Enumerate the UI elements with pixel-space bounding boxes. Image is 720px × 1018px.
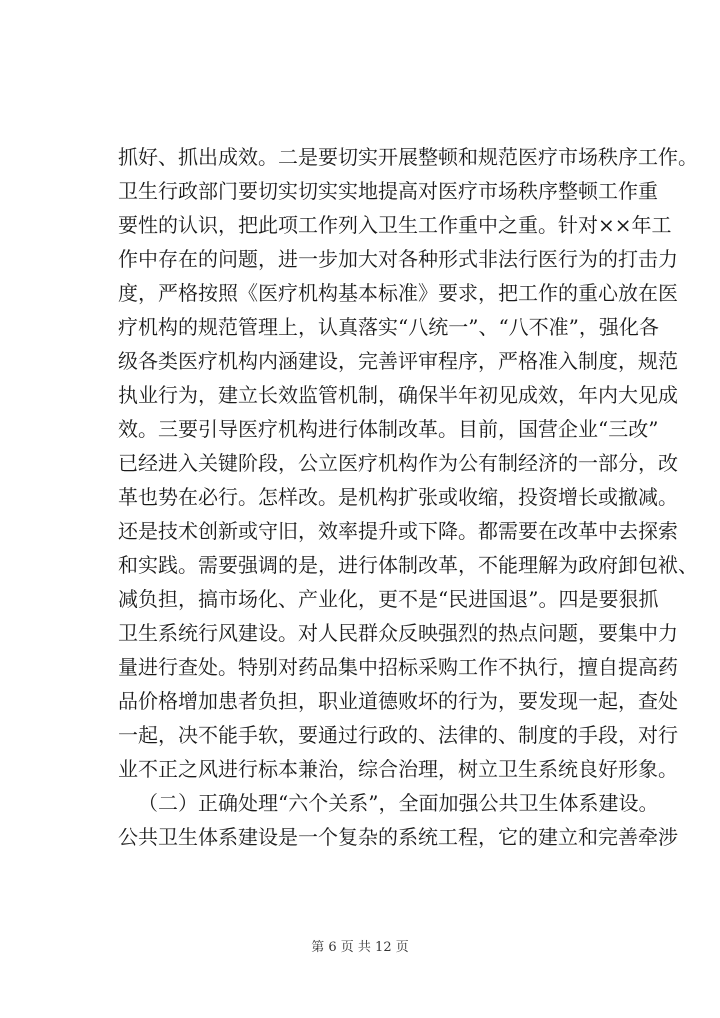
text-line: 度，严格按照《医疗机构基本标准》要求，把工作的重心放在医	[118, 281, 678, 305]
page-number-footer: 第 6 页 共 12 页	[311, 940, 409, 955]
text-line: 作中存在的问题，进一步加大对各种形式非法行医行为的打击力	[118, 247, 678, 271]
text-line: 抓好、抓出成效。二是要切实开展整顿和规范医疗市场秩序工作。	[118, 145, 698, 169]
text-line: 要性的认识，把此项工作列入卫生工作重中之重。针对××年工	[118, 213, 672, 237]
text-line: 效。三要引导医疗机构进行体制改革。目前，国营企业“三改”	[118, 417, 659, 441]
paragraph-end-line: 业不正之风进行标本兼治，综合治理，树立卫生系统良好形象。	[118, 757, 678, 781]
text-line: 公共卫生体系建设是一个复杂的系统工程，它的建立和完善牵涉	[118, 825, 678, 849]
text-line: 卫生系统行风建设。对人民群众反映强烈的热点问题，要集中力	[118, 621, 678, 645]
text-line: 疗机构的规范管理上，认真落实“八统一”、“八不准”，强化各	[118, 315, 659, 339]
text-line: 级各类医疗机构内涵建设，完善评审程序，严格准入制度，规范	[118, 349, 678, 373]
text-line: 品价格增加患者负担，职业道德败坏的行为，要发现一起，查处	[118, 689, 678, 713]
text-line: 革也势在必行。怎样改。是机构扩张或收缩，投资增长或撤减。	[118, 485, 678, 509]
text-line: 减负担，搞市场化、产业化，更不是“民进国退”。四是要狠抓	[118, 587, 659, 611]
section-heading-line: （二）正确处理“六个关系”，全面加强公共卫生体系建设。	[138, 791, 659, 815]
text-line: 卫生行政部门要切实切实实地提高对医疗市场秩序整顿工作重	[118, 179, 658, 203]
text-line: 已经进入关键阶段，公立医疗机构作为公有制经济的一部分，改	[118, 451, 678, 475]
body-text	[118, 140, 698, 854]
text-line: 还是技术创新或守旧，效率提升或下降。都需要在改革中去探索	[118, 519, 678, 543]
text-line: 量进行查处。特别对药品集中招标采购工作不执行，擅自提高药	[118, 655, 678, 679]
text-line: 执业行为，建立长效监管机制，确保半年初见成效，年内大见成	[118, 383, 678, 407]
text-line: 和实践。需要强调的是，进行体制改革，不能理解为政府卸包袱、	[118, 553, 698, 577]
text-line: 一起，决不能手软，要通过行政的、法律的、制度的手段，对行	[118, 723, 678, 747]
